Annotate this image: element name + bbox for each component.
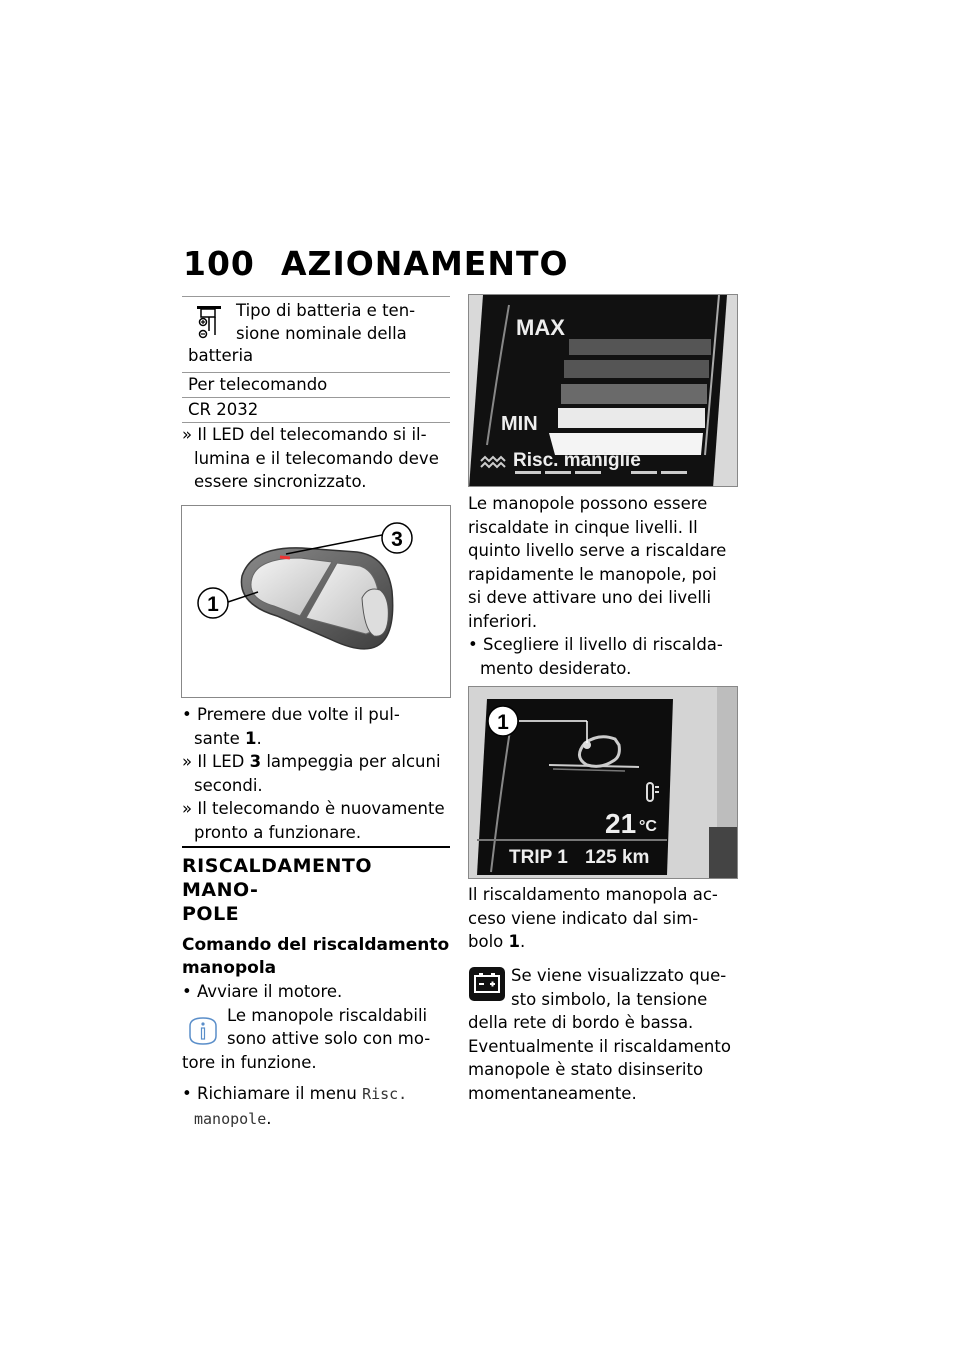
trip-label: TRIP 1 — [509, 847, 568, 868]
levels-description — [468, 492, 738, 680]
step-line: • Scegliere il livello di riscalda- — [468, 635, 723, 654]
step-line: manopole. — [194, 1108, 272, 1128]
warning-line: momentaneamente. — [468, 1083, 637, 1103]
step-line: mento desiderato. — [480, 658, 632, 678]
body-line: rapidamente le manopole, poi — [468, 564, 717, 584]
note-line: tore in funzione. — [182, 1052, 317, 1072]
max-label: MAX — [516, 315, 565, 340]
result-list-1 — [182, 423, 450, 494]
page-number: 100 — [183, 244, 255, 283]
temperature-unit: °C — [639, 818, 657, 835]
heating-levels-figure — [468, 294, 738, 487]
warning-line: manopole è stato disinserito — [468, 1060, 704, 1079]
step-line: • Richiamare il menu Risc. — [182, 1084, 408, 1103]
page-header — [183, 244, 569, 283]
spec-label-line: batteria — [188, 346, 254, 365]
body-line: ceso viene indicato dal sim- — [468, 908, 699, 928]
heating-levels-display — [469, 295, 738, 487]
subsection-title: Comando del riscaldamento — [182, 935, 450, 955]
warning-line: sto simbolo, la tensione — [511, 989, 708, 1009]
note-line: Le manopole riscaldabili — [227, 1005, 428, 1025]
info-icon — [184, 1014, 222, 1053]
low-voltage-warning — [468, 964, 738, 1105]
body-line: quinto livello serve a riscaldare — [468, 541, 727, 560]
body-line: riscaldate in cinque livelli. Il — [468, 517, 698, 537]
steps-list-1 — [182, 703, 450, 844]
section-title: RISCALDAMENTO MANO- — [182, 855, 373, 901]
result-line: » Il telecomando è nuovamente — [182, 799, 445, 818]
result-line: secondi. — [194, 775, 263, 795]
body-line: bolo 1. — [468, 932, 526, 951]
step-line: sante 1. — [194, 728, 262, 748]
body-line: inferiori. — [468, 611, 538, 631]
spec-label-line: Tipo di batteria e ten- — [236, 301, 416, 320]
section-title: POLE — [182, 903, 240, 925]
result-line: essere sincronizzato. — [194, 472, 367, 491]
heating-indicator-figure — [468, 686, 738, 879]
section-heating — [182, 854, 450, 1131]
info-note — [182, 1004, 450, 1075]
note-line: sono attive solo con mo- — [227, 1029, 431, 1048]
section-divider — [182, 846, 450, 848]
remote-key-figure — [181, 505, 451, 698]
page-title: AZIONAMENTO — [281, 244, 569, 283]
spec-row-device: Per telecomando — [182, 373, 450, 398]
remote-key-illustration — [182, 506, 451, 698]
menu-label: Risc. maniglie — [513, 450, 641, 471]
result-line: pronto a funzionare. — [194, 822, 362, 842]
temperature-value: 21 — [605, 808, 637, 839]
warning-line: Eventualmente il riscaldamento — [468, 1036, 731, 1056]
callout-1-label: 1 — [207, 593, 219, 616]
spec-label-row — [182, 297, 450, 373]
body-line: si deve attivare uno dei livelli — [468, 588, 712, 607]
step-line: • Premere due volte il pul- — [182, 705, 400, 724]
result-line: » Il LED 3 lampeggia per alcuni — [182, 752, 441, 771]
battery-type-icon — [196, 305, 222, 346]
spec-row-value: CR 2032 — [182, 398, 450, 423]
body-line: Le manopole possono essere — [468, 494, 708, 513]
battery-warning-icon — [468, 966, 506, 1009]
dashboard-display — [469, 687, 738, 879]
warning-line: della rete di bordo è bassa. — [468, 1013, 694, 1032]
trip-distance: 125 km — [585, 847, 650, 868]
callout-3-label: 3 — [391, 528, 403, 551]
subsection-title: manopola — [182, 958, 277, 978]
battery-spec-table — [182, 296, 450, 423]
min-label: MIN — [501, 413, 538, 435]
spec-label-line: sione nominale della — [236, 323, 407, 343]
callout-1-label: 1 — [497, 711, 509, 734]
indicator-description — [468, 883, 738, 954]
result-line: lumina e il telecomando deve — [194, 448, 439, 468]
step-line: • Avviare il motore. — [182, 982, 343, 1001]
result-line: » Il LED del telecomando si il- — [182, 425, 427, 444]
body-line: Il riscaldamento manopola ac- — [468, 885, 718, 904]
warning-line: Se viene visualizzato que- — [511, 966, 727, 985]
